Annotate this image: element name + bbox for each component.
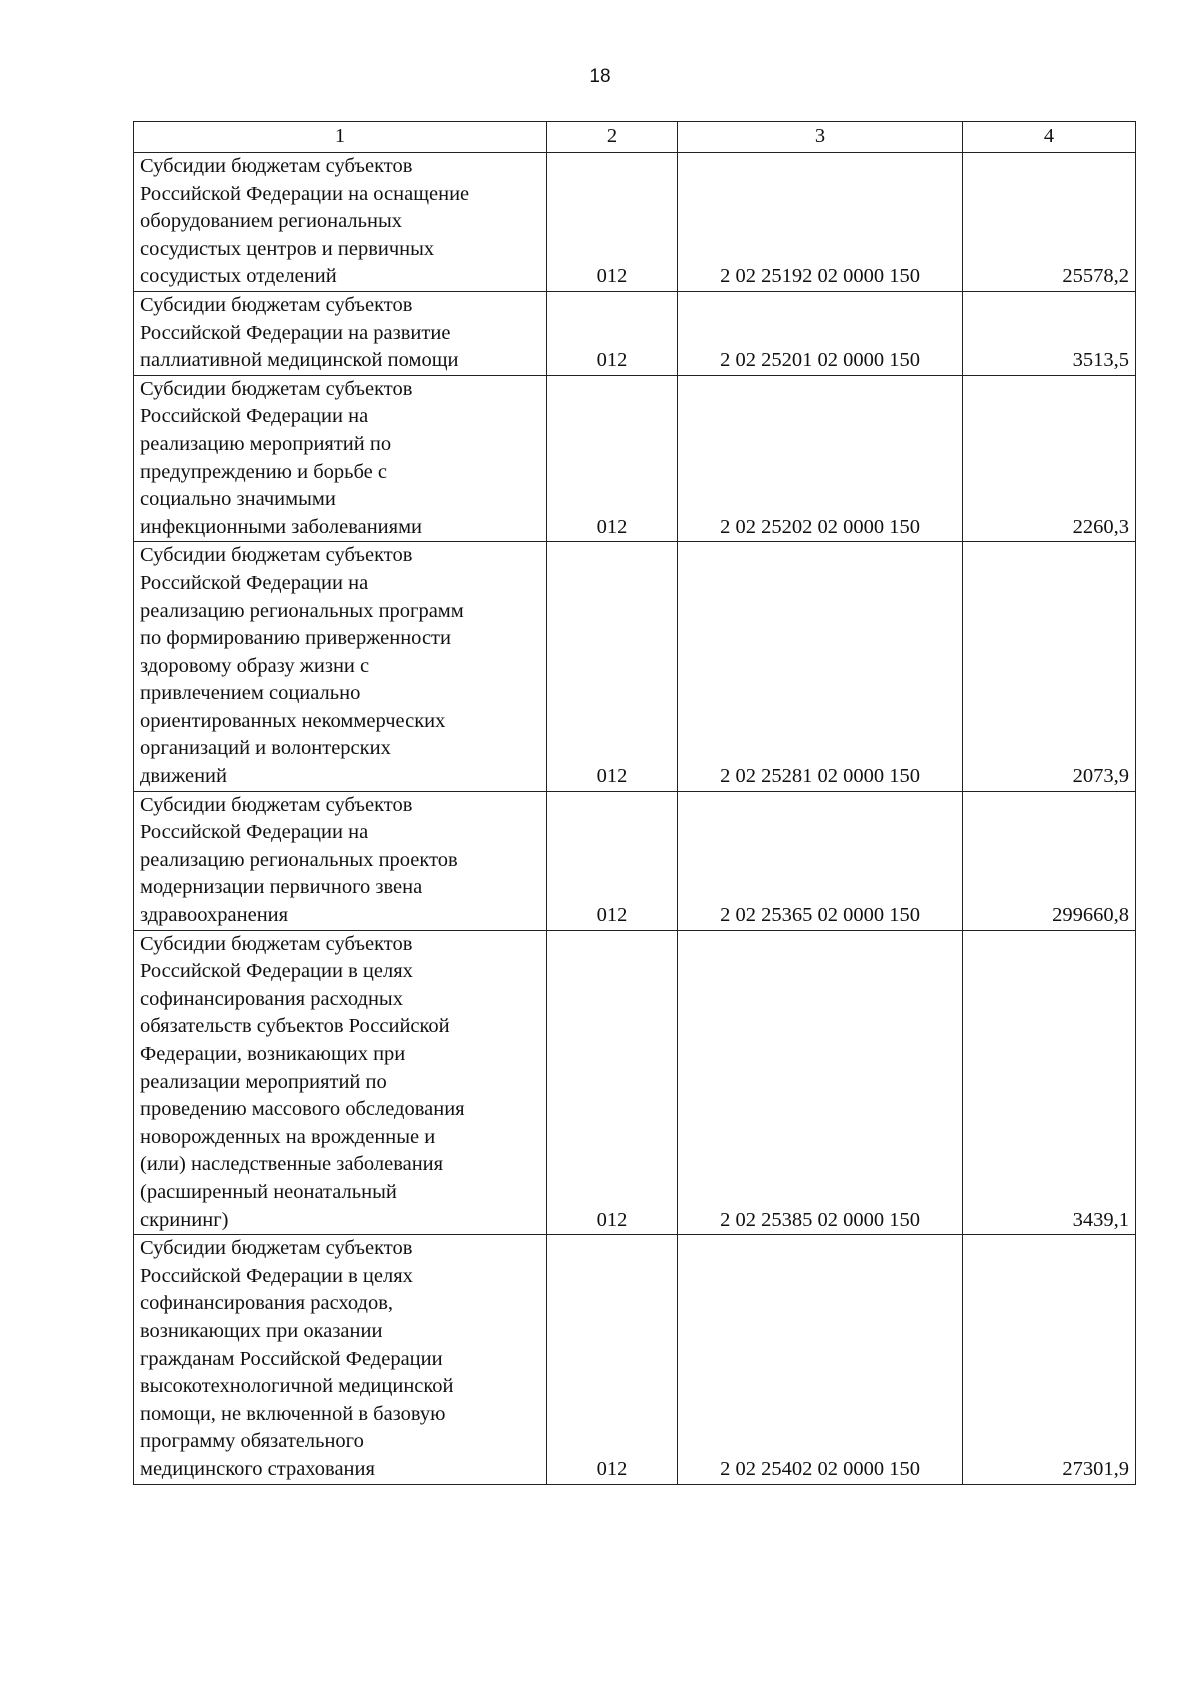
- table-row: [134, 375, 1136, 542]
- name-line: высокотехнологичной медицинской: [140, 1375, 454, 1398]
- name-line: софинансирования расходных: [140, 987, 403, 1010]
- cell-name: [134, 375, 547, 542]
- name-line: по формированию приверженности: [140, 627, 451, 650]
- name-line: гражданам Российской Федерации: [140, 1347, 443, 1370]
- name-line: привлечением социально: [140, 682, 361, 705]
- cell-amount: 299660,8: [963, 791, 1136, 930]
- name-line: реализацию мероприятий по: [140, 432, 392, 455]
- name-line: Субсидии бюджетам субъектов: [140, 544, 413, 567]
- cell-budget-code: 2 02 25192 02 0000 150: [678, 153, 963, 292]
- name-line: Российской Федерации на: [140, 571, 369, 594]
- cell-amount: 3513,5: [963, 291, 1136, 375]
- name-line: здравоохранения: [140, 904, 289, 927]
- name-line: социально значимыми: [140, 488, 336, 511]
- cell-budget-code: 2 02 25402 02 0000 150: [678, 1235, 963, 1484]
- table-row: [134, 153, 1136, 292]
- page-number: 18: [589, 66, 611, 87]
- name-line: помощи, не включенной в базовую: [140, 1402, 446, 1425]
- name-line: Российской Федерации на развитие: [140, 321, 451, 344]
- name-line: Российской Федерации на: [140, 405, 369, 428]
- name-line: сосудистых центров и первичных: [140, 237, 435, 260]
- cell-amount: 2073,9: [963, 542, 1136, 791]
- name-line: обязательств субъектов Российской: [140, 1015, 450, 1038]
- name-line: ориентированных некоммерческих: [140, 709, 446, 732]
- cell-budget-code: 2 02 25281 02 0000 150: [678, 542, 963, 791]
- name-line: скрининг): [140, 1208, 229, 1231]
- name-line: Субсидии бюджетам субъектов: [140, 155, 413, 177]
- name-line: организаций и волонтерских: [140, 737, 391, 760]
- name-line: Российской Федерации в целях: [140, 960, 413, 983]
- cell-amount: 27301,9: [963, 1235, 1136, 1484]
- name-line: здоровому образу жизни с: [140, 654, 370, 677]
- name-line: (или) наследственные заболевания: [140, 1153, 444, 1176]
- cell-name: [134, 153, 547, 292]
- cell-name: [134, 930, 547, 1235]
- name-line: движений: [140, 765, 227, 788]
- table-row: [134, 1235, 1136, 1484]
- table-row: [134, 930, 1136, 1235]
- name-line: Субсидии бюджетам субъектов: [140, 377, 413, 400]
- name-line: реализацию региональных программ: [140, 599, 464, 622]
- cell-admin-code: 012: [547, 1235, 678, 1484]
- cell-budget-code: 2 02 25201 02 0000 150: [678, 291, 963, 375]
- column-header-3: 3: [678, 122, 963, 153]
- cell-amount: 2260,3: [963, 375, 1136, 542]
- name-line: реализации мероприятий по: [140, 1070, 387, 1093]
- name-line: Российской Федерации на оснащение: [140, 182, 470, 205]
- name-line: Субсидии бюджетам субъектов: [140, 293, 413, 316]
- cell-name: [134, 291, 547, 375]
- name-line: софинансирования расходов,: [140, 1292, 394, 1315]
- name-line: модернизации первичного звена: [140, 876, 423, 899]
- name-line: инфекционными заболеваниями: [140, 515, 423, 538]
- cell-name: [134, 791, 547, 930]
- cell-admin-code: 012: [547, 153, 678, 292]
- name-line: (расширенный неонатальный: [140, 1180, 397, 1203]
- column-header-2: 2: [547, 122, 678, 153]
- table-row: [134, 291, 1136, 375]
- cell-amount: 25578,2: [963, 153, 1136, 292]
- cell-budget-code: 2 02 25365 02 0000 150: [678, 791, 963, 930]
- name-line: проведению массового обследования: [140, 1098, 465, 1121]
- name-line: оборудованием региональных: [140, 210, 402, 233]
- cell-budget-code: 2 02 25202 02 0000 150: [678, 375, 963, 542]
- column-header-4: 4: [963, 122, 1136, 153]
- cell-amount: 3439,1: [963, 930, 1136, 1235]
- table-row: [134, 542, 1136, 791]
- name-line: Субсидии бюджетам субъектов: [140, 793, 413, 816]
- cell-budget-code: 2 02 25385 02 0000 150: [678, 930, 963, 1235]
- table-row: [134, 791, 1136, 930]
- name-line: возникающих при оказании: [140, 1319, 383, 1342]
- name-line: реализацию региональных проектов: [140, 848, 458, 871]
- name-line: Субсидии бюджетам субъектов: [140, 1237, 413, 1260]
- name-line: Российской Федерации на: [140, 821, 369, 844]
- column-header-1: 1: [134, 122, 547, 153]
- name-line: программу обязательного: [140, 1430, 364, 1453]
- name-line: Российской Федерации в целях: [140, 1264, 413, 1287]
- name-line: Федерации, возникающих при: [140, 1043, 406, 1065]
- table-body: [134, 153, 1136, 1485]
- cell-admin-code: 012: [547, 542, 678, 791]
- cell-admin-code: 012: [547, 791, 678, 930]
- name-line: предупреждению и борьбе с: [140, 460, 387, 483]
- name-line: новорожденных на врожденные и: [140, 1125, 436, 1148]
- cell-admin-code: 012: [547, 375, 678, 542]
- name-line: паллиативной медицинской помощи: [140, 349, 459, 372]
- cell-name: [134, 542, 547, 791]
- cell-admin-code: 012: [547, 930, 678, 1235]
- cell-name: [134, 1235, 547, 1484]
- name-line: Субсидии бюджетам субъектов: [140, 932, 413, 955]
- table-header-row: [134, 122, 1136, 153]
- cell-admin-code: 012: [547, 291, 678, 375]
- name-line: сосудистых отделений: [140, 265, 337, 288]
- budget-table: [133, 121, 1136, 1485]
- name-line: медицинского страхования: [140, 1457, 375, 1480]
